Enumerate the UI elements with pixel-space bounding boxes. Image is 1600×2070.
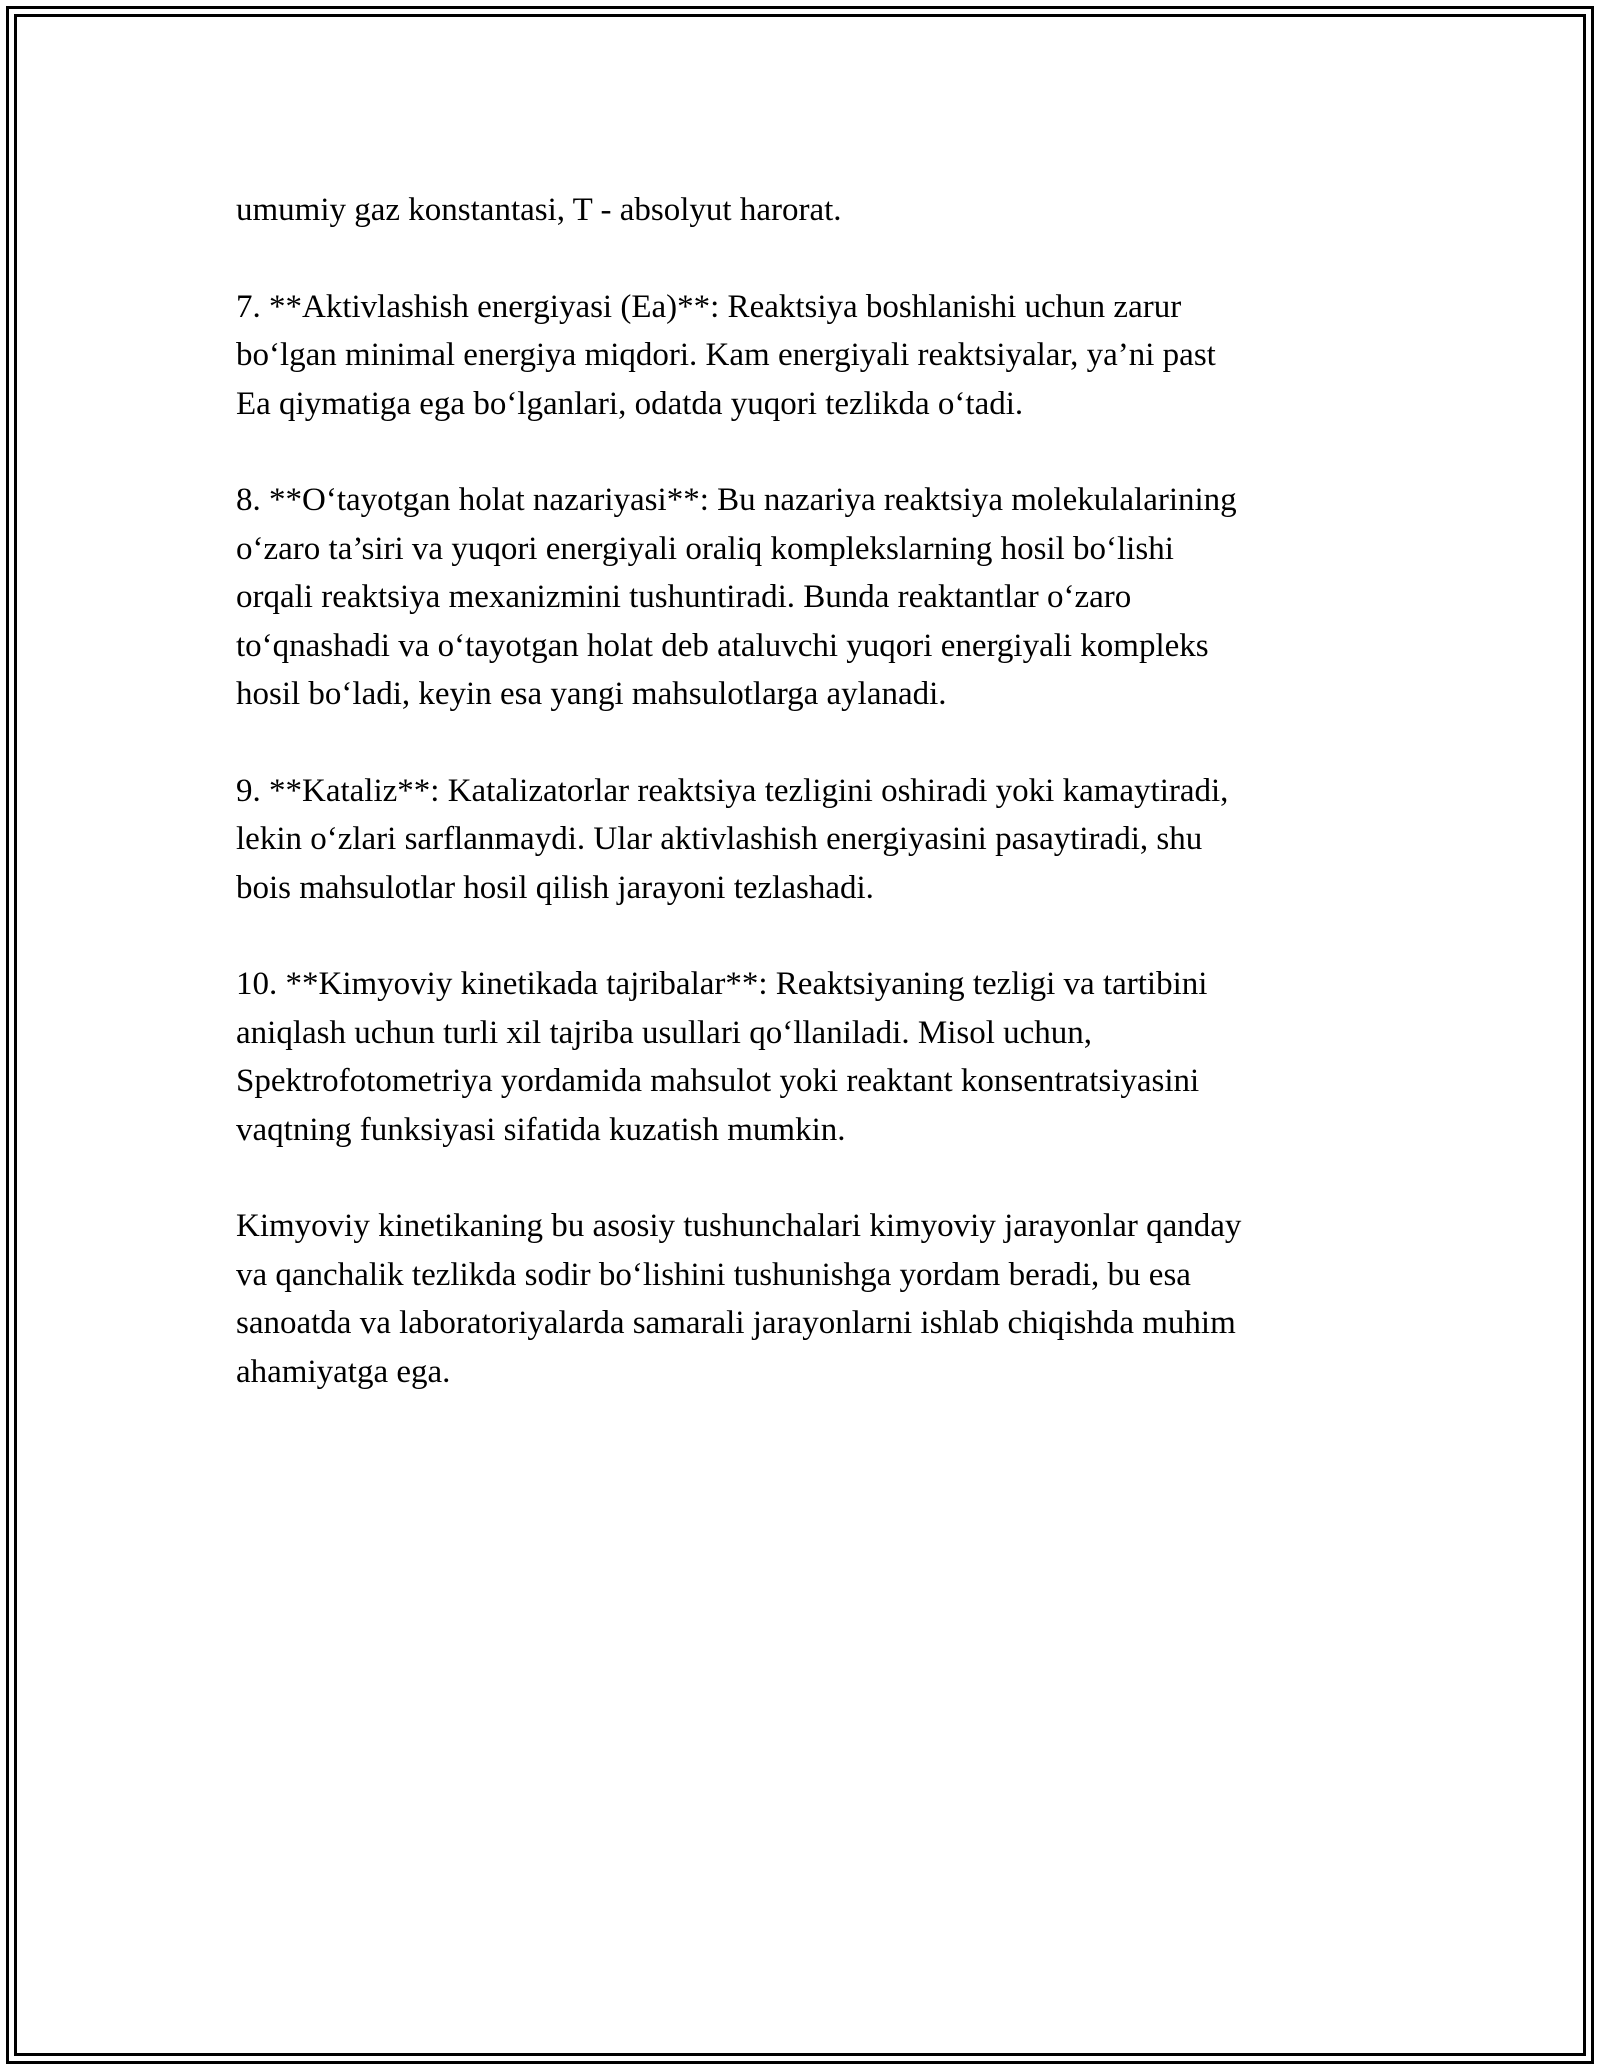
text-line: bois mahsulotlar hosil qilish jarayoni tezlashadi. xyxy=(236,869,874,906)
text-line: Kimyoviy kinetikaning bu asosiy tushunchalari kimyoviy jarayonlar qanday xyxy=(236,1208,1242,1244)
text-line: umumiy gaz konstantasi, T - absolyut harorat. xyxy=(236,192,842,228)
text-line: orqali reaktsiya mexanizmini tushuntiradi. Bunda reaktantlar o‘zaro xyxy=(236,579,1132,615)
text-line: vaqtning funksiyasi sifatida kuzatish mumkin. xyxy=(236,1111,846,1148)
paragraph-activation-energy xyxy=(236,283,1416,429)
text-line: Ea qiymatiga ega bo‘lganlari, odatda yuqori tezlikda o‘tadi. xyxy=(236,385,1024,422)
paragraph-conclusion xyxy=(236,1202,1416,1396)
text-line: va qanchalik tezlikda sodir bo‘lishini tushunishga yordam beradi, bu esa xyxy=(236,1256,1191,1293)
paragraph-gas-constant-continuation xyxy=(236,186,1416,235)
text-line: sanoatda va laboratoriyalarda samarali jarayonlarni ishlab chiqishda muhim xyxy=(236,1305,1236,1341)
text-line: 9. **Kataliz**: Katalizatorlar reaktsiya tezligini oshiradi yoki kamaytiradi, xyxy=(236,772,1229,809)
text-line: aniqlash uchun turli xil tajriba usullari qo‘llaniladi. Misol uchun, xyxy=(236,1014,1093,1051)
text-line: Spektrofotometriya yordamida mahsulot yoki reaktant konsentratsiyasini xyxy=(236,1063,1200,1099)
text-line: bo‘lgan minimal energiya miqdori. Kam energiyali reaktsiyalar, ya’ni past xyxy=(236,337,1216,373)
paragraph-kinetics-experiments xyxy=(236,960,1416,1154)
text-line: to‘qnashadi va o‘tayotgan holat deb ataluvchi yuqori energiyali kompleks xyxy=(236,627,1209,664)
text-line: lekin o‘zlari sarflanmaydi. Ular aktivlashish energiyasini pasaytiradi, shu xyxy=(236,821,1203,857)
document-body xyxy=(236,186,1416,1444)
paragraph-catalysis xyxy=(236,767,1416,913)
text-line: 10. **Kimyoviy kinetikada tajribalar**: Reaktsiyaning tezligi va tartibini xyxy=(236,966,1208,1002)
paragraph-transition-state-theory xyxy=(236,476,1416,719)
text-line: ahamiyatga ega. xyxy=(236,1353,451,1390)
text-line: 7. **Aktivlashish energiyasi (Ea)**: Reaktsiya boshlanishi uchun zarur xyxy=(236,288,1182,325)
text-line: o‘zaro ta’siri va yuqori energiyali oraliq komplekslarning hosil bo‘lishi xyxy=(236,530,1174,567)
text-line: hosil bo‘ladi, keyin esa yangi mahsulotlarga aylanadi. xyxy=(236,676,947,712)
text-line: 8. **O‘tayotgan holat nazariyasi**: Bu nazariya reaktsiya molekulalarining xyxy=(236,482,1237,518)
